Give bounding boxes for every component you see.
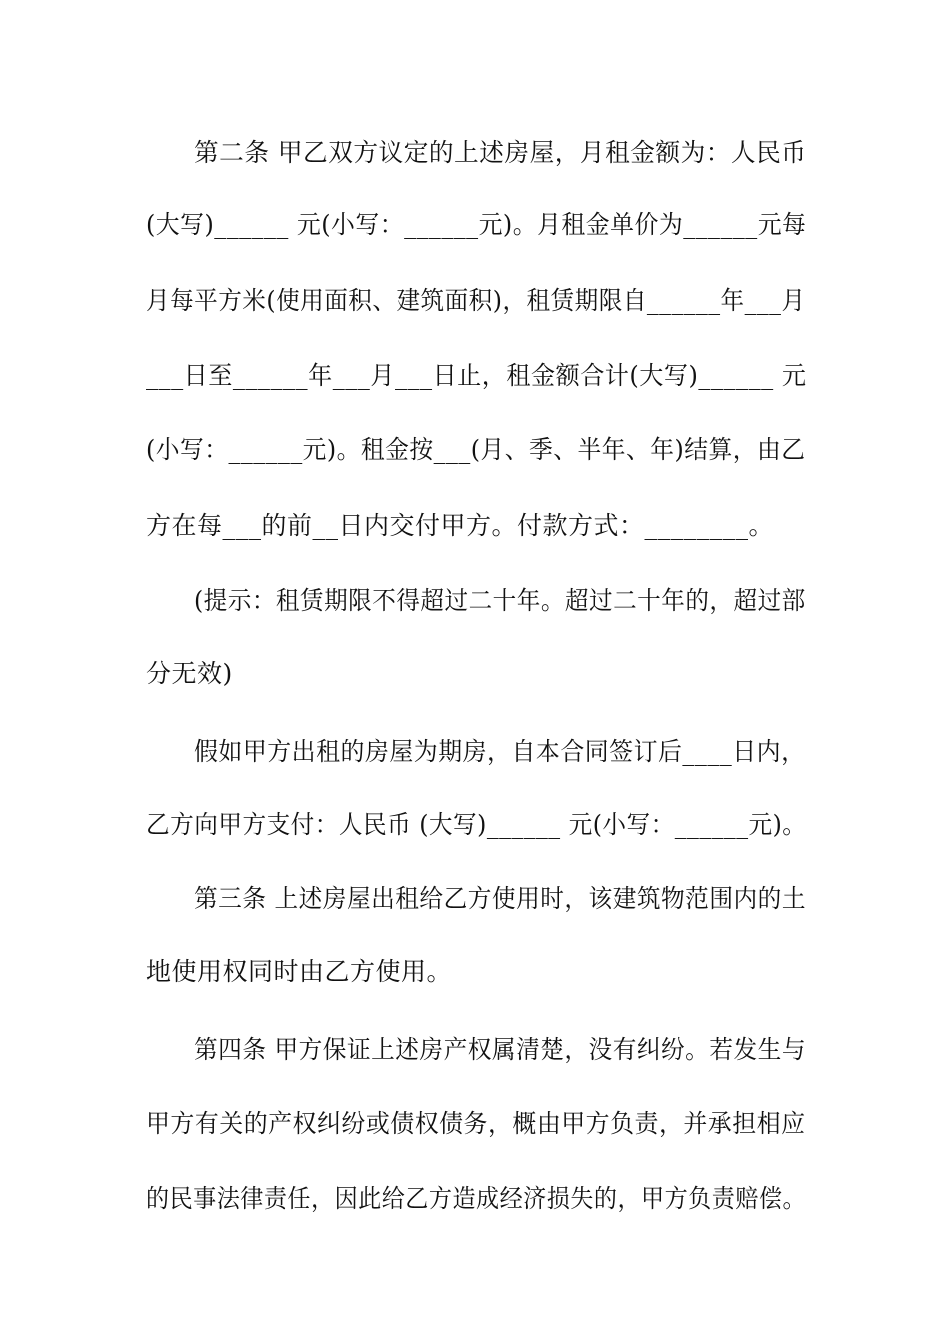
text-line: 的民事法律责任，因此给乙方造成经济损失的，甲方负责赔偿。 <box>146 1184 807 1213</box>
text-line: 乙方向甲方支付：人民币 (大写)______ 元(小写：______元)。 <box>146 810 807 839</box>
text-line: 月每平方米(使用面积、建筑面积)，租赁期限自______年___月 <box>146 286 806 315</box>
text-line: 方在每___的前__日内交付甲方。付款方式：________。 <box>146 511 775 540</box>
text-line: 第四条 甲方保证上述房产权属清楚，没有纠纷。若发生与 <box>194 1035 806 1064</box>
text-line: 分无效) <box>146 659 233 688</box>
text-line: 地使用权同时由乙方使用。 <box>146 957 453 986</box>
text-line: (提示：租赁期限不得超过二十年。超过二十年的，超过部 <box>194 586 806 615</box>
text-line: 甲方有关的产权纠纷或债权债务，概由甲方负责，并承担相应 <box>146 1109 806 1138</box>
text-line: 第二条 甲乙双方议定的上述房屋，月租金额为：人民币 <box>194 138 807 167</box>
text-line: ___日至______年___月___日止，租金额合计(大写)______ 元 <box>146 361 807 390</box>
text-line: (小写：______元)。租金按___(月、季、半年、年)结算，由乙 <box>146 435 806 464</box>
text-line: 假如甲方出租的房屋为期房，自本合同签订后____日内， <box>194 737 806 766</box>
text-line: 第三条 上述房屋出租给乙方使用时，该建筑物范围内的土 <box>194 884 806 913</box>
text-line: (大写)______ 元(小写：______元)。月租金单价为______元每 <box>146 210 807 239</box>
